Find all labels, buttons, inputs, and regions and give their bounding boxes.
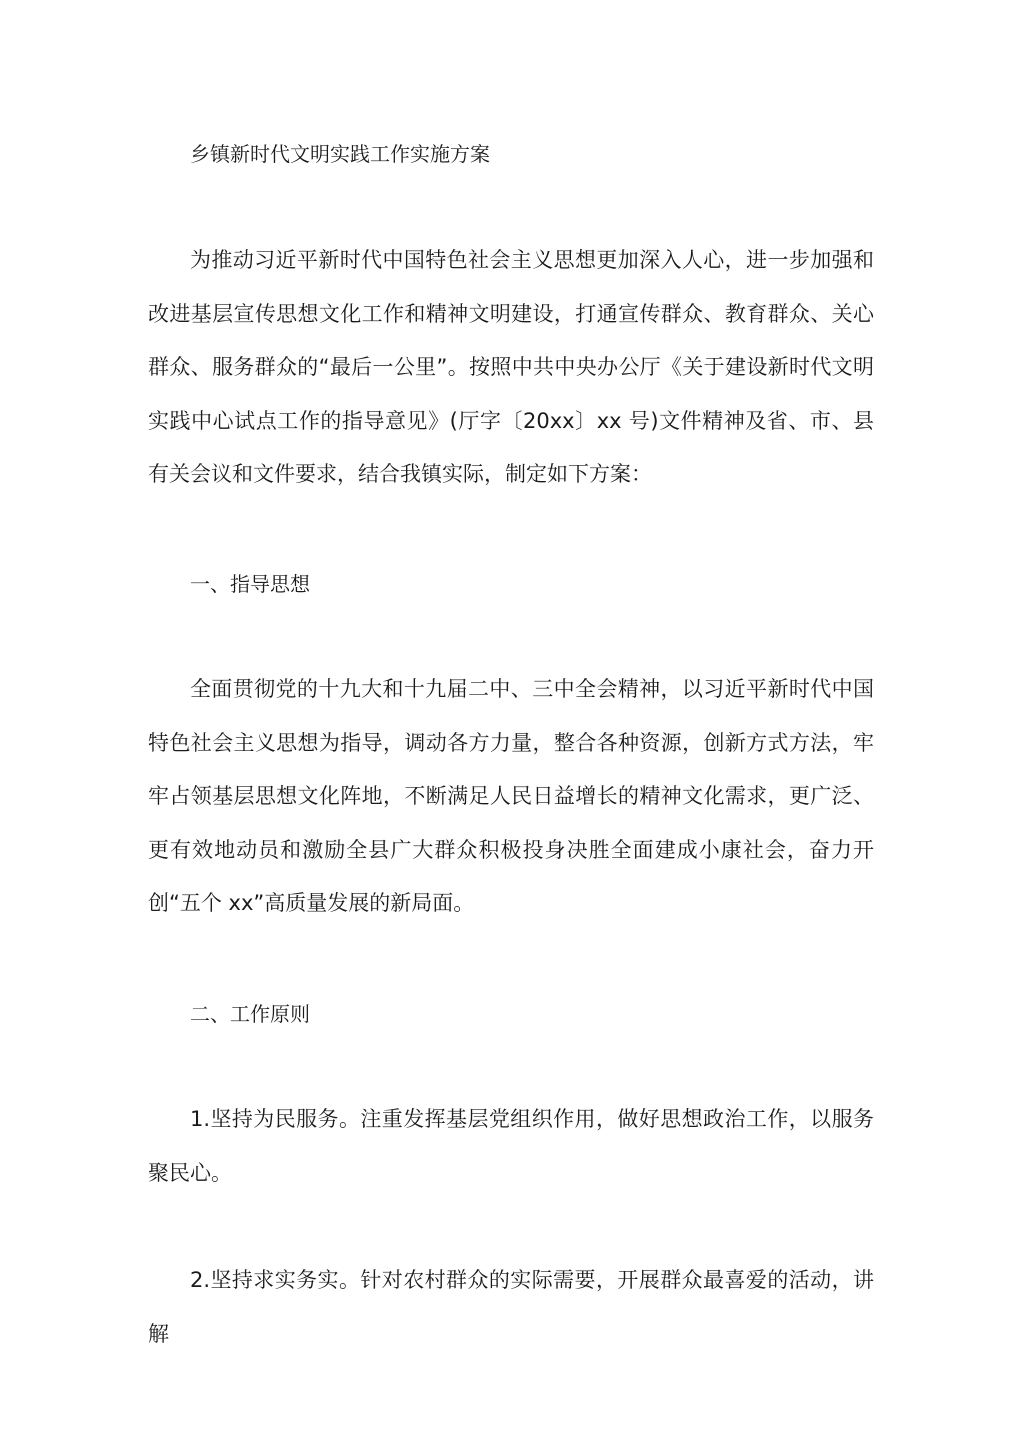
- document-title: 乡镇新时代文明实践工作实施方案: [190, 142, 490, 166]
- section-heading-work-principles: 二、工作原则: [190, 1002, 310, 1026]
- principle-paragraph-1: 1.坚持为民服务。注重发挥基层党组织作用，做好思想政治工作，以服务聚民心。: [148, 1107, 874, 1185]
- section-heading-guiding-ideology: 一、指导思想: [190, 572, 310, 596]
- section-paragraph-guiding-ideology: 全面贯彻党的十九大和十九届二中、三中全会精神，以习近平新时代中国特色社会主义思想为指导，调动各方力量，整合各种资源，创新方式方法，牢牢占领基层思想文化阵地，不断满足人民日益增长的精神文化需求，更广泛、更有效地动员和激励全县广大群众积极投身决胜全面建成小康社会，奋力开创“五个 xx”高质量发展的新局面。: [148, 677, 874, 915]
- principle-paragraph-2: 2.坚持求实务实。针对农村群众的实际需要，开展群众最喜爱的活动，讲解: [148, 1268, 874, 1346]
- intro-paragraph: 为推动习近平新时代中国特色社会主义思想更加深入人心，进一步加强和改进基层宣传思想文化工作和精神文明建设，打通宣传群众、教育群众、关心群众、服务群众的“最后一公里”。按照中共中央办公厅《关于建设新时代文明实践中心试点工作的指导意见》(厅字〔20xx〕xx 号)文件精神及省、市、县有关会议和文件要求，结合我镇实际，制定如下方案：: [148, 248, 874, 486]
